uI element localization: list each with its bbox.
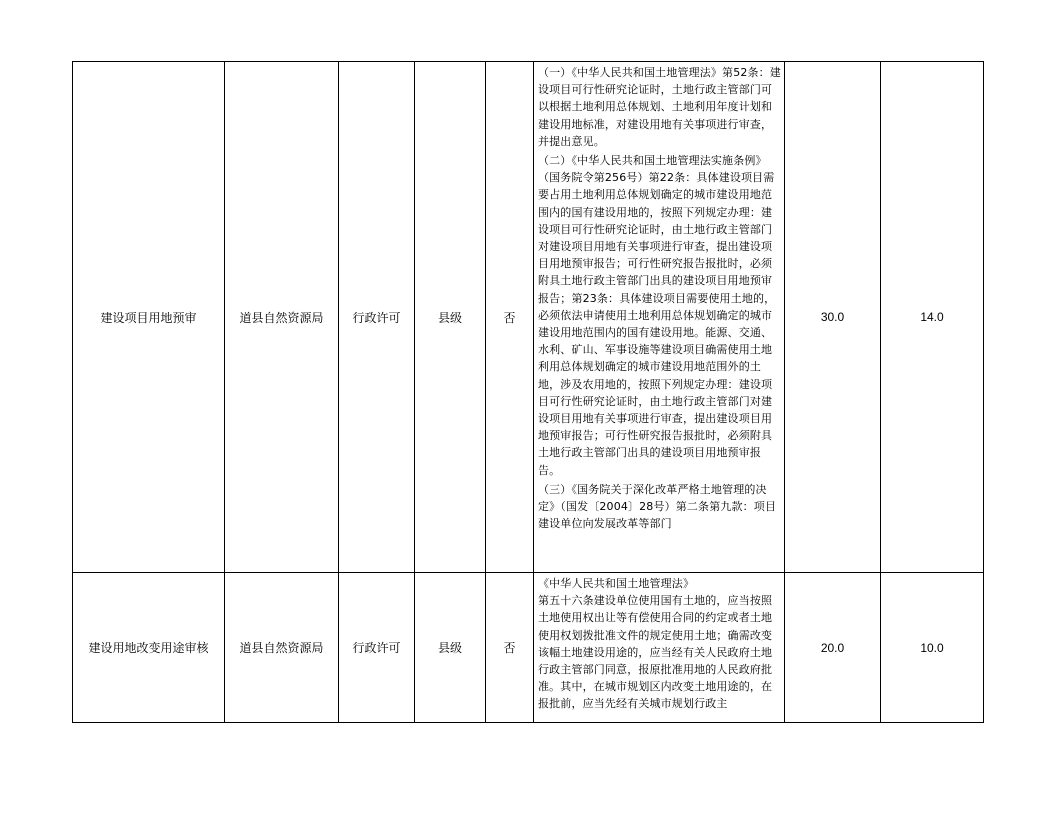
value-a-cell: 30.0: [785, 62, 881, 573]
item-name-cell: 建设项目用地预审: [73, 62, 225, 573]
flag-cell: 否: [486, 573, 534, 723]
legal-basis-paragraph: 第五十六条建设单位使用国有土地的，应当按照土地使用权出让等有偿使用合同的约定或者土地使用权划拨批准文件的规定使用土地；确需改变该幅土地建设用途的，应当经有关人民政府土地行政主管部门同意，报原批准用地的人民政府批准。其中，在城市规划区内改变土地用途的，在报批前，应当先经有关城市规划行政主: [538, 594, 773, 711]
category-cell: 行政许可: [339, 62, 415, 573]
level-cell: 县级: [415, 62, 486, 573]
department-cell: 道县自然资源局: [225, 62, 339, 573]
legal-basis-cell: [534, 573, 785, 723]
legal-basis-cell: [534, 62, 785, 573]
permit-table: [72, 61, 984, 723]
category-cell: 行政许可: [339, 573, 415, 723]
table-row: [73, 573, 984, 723]
legal-basis-paragraph: 《中华人民共和国土地管理法》: [538, 577, 695, 590]
value-a-cell: 20.0: [785, 573, 881, 723]
item-name-cell: 建设用地改变用途审核: [73, 573, 225, 723]
value-b-cell: 10.0: [881, 573, 984, 723]
table-row: [73, 62, 984, 573]
department-cell: 道县自然资源局: [225, 573, 339, 723]
flag-cell: 否: [486, 62, 534, 573]
value-b-cell: 14.0: [881, 62, 984, 573]
legal-basis-paragraph: （三）《国务院关于深化改革严格土地管理的决定》（国发〔2004〕28号）第二条第九款：项目建设单位向发展改革等部门: [538, 482, 777, 531]
level-cell: 县级: [415, 573, 486, 723]
legal-basis-paragraph: （二）《中华人民共和国土地管理法实施条例》（国务院令第256号）第22条：具体建设项目需要占用土地利用总体规划确定的城市建设用地范围内的国有建设用地的，按照下列规定办理：建设项目可行性研究论证时，由土地行政主管部门对建设项目用地有关事项进行审查，提出建设项目用地预审报告；可行性研究报告报批时，必须附具土地行政主管部门出具的建设项目用地预审报告；第23条：具体建设项目需要使用土地的，必须依法申请使用土地利用总体规划确定的城市建设用地范围内的国有建设用地。能源、交通、水利、矿山、军事设施等建设项目确需使用土地利用总体规划确定的城市建设用地范围外的土地，涉及农用地的，按照下列规定办理：建设项目可行性研究论证时，由土地行政主管部门对建设项目用地有关事项进行审查，提出建设项目用地预审报告；可行性研究报告报批时，必须附具土地行政主管部门出具的建设项目用地预审报告。: [538, 154, 776, 477]
legal-basis-paragraph: （一）《中华人民共和国土地管理法》第52条：建设项目可行性研究论证时，土地行政主管部门可以根据土地利用总体规划、土地利用年度计划和建设用地标准，对建设用地有关事项进行审查，并提出意见。: [538, 66, 781, 148]
